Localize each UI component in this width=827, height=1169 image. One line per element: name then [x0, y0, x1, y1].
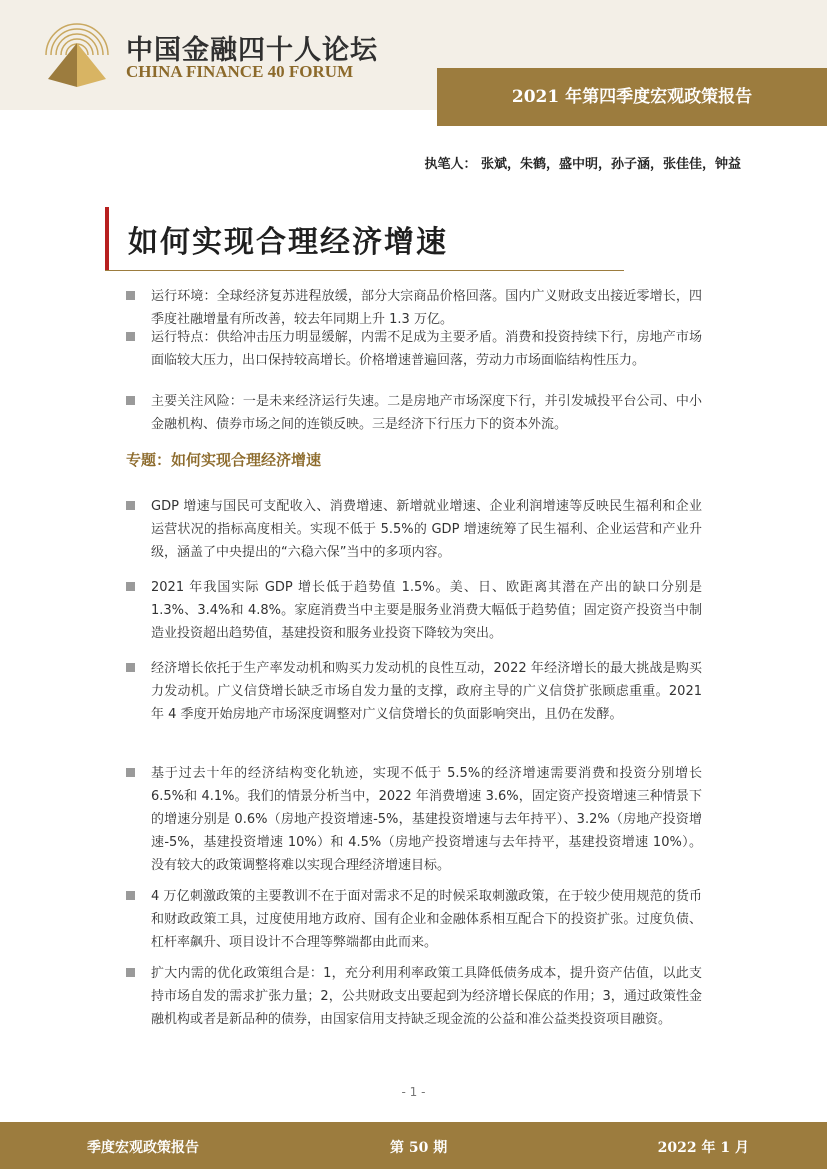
special-point — [126, 495, 702, 564]
summary-item — [126, 326, 702, 372]
summary-item — [126, 285, 702, 331]
bullet-square-icon — [126, 501, 135, 510]
bullet-square-icon — [126, 663, 135, 672]
footer-report-name: 季度宏观政策报告 — [87, 1140, 199, 1156]
footer-issue: 第 50 期 — [390, 1140, 448, 1156]
page-number: - 1 - — [401, 1085, 426, 1099]
special-point-text: 4 万亿刺激政策的主要教训不在于面对需求不足的时候采取刺激政策，在于较少使用规范的货币和财政政策工具，过度使用地方政府、国有企业和金融体系相互配合下的投资扩张。过度负债、杠杆率飙升、项目设计不合理等弊端都由此而来。 — [151, 889, 702, 950]
bullet-square-icon — [126, 891, 135, 900]
special-point — [126, 885, 702, 954]
bullet-square-icon — [126, 582, 135, 591]
summary-item — [126, 390, 702, 436]
bullet-square-icon — [126, 396, 135, 405]
special-point — [126, 962, 702, 1031]
special-point-text: 2021 年我国实际 GDP 增长低于趋势值 1.5%。美、日、欧距离其潜在产出的缺口分别是 1.3%、3.4%和 4.8%。家庭消费当中主要是服务业消费大幅低于趋势值；固定资产投资当中制造业投资超出趋势值，基建投资和服务业投资下降较为突出。 — [151, 580, 702, 641]
summary-text: 运行环境：全球经济复苏进程放缓，部分大宗商品价格回落。国内广义财政支出接近零增长，四季度社融增量有所改善，较去年同期上升 1.3 万亿。 — [151, 289, 702, 327]
title-accent-bar — [105, 207, 109, 270]
bullet-square-icon — [126, 968, 135, 977]
summary-text: 主要关注风险：一是未来经济运行失速。二是房地产市场深度下行，并引发城投平台公司、中小金融机构、债券市场之间的连锁反映。三是经济下行压力下的资本外流。 — [151, 394, 702, 432]
special-point — [126, 762, 702, 877]
forum-logo-icon — [44, 17, 110, 87]
footer-date: 2022 年 1 月 — [657, 1140, 749, 1156]
main-title: 如何实现合理经济增速 — [128, 225, 448, 260]
org-name-en: CHINA FINANCE 40 FORUM — [126, 62, 354, 81]
bullet-square-icon — [126, 768, 135, 777]
report-title: 2021 年第四季度宏观政策报告 — [511, 87, 753, 107]
special-point-text: 扩大内需的优化政策组合是：1，充分利用利率政策工具降低债务成本，提升资产估值，以此支持市场自发的需求扩张力量；2，公共财政支出要起到为经济增长保底的作用；3，通过政策性金融机构或者是新品种的债券，由国家信用支持缺乏现金流的公益和准公益类投资项目融资。 — [151, 966, 702, 1027]
special-point-text: GDP 增速与国民可支配收入、消费增速、新增就业增速、企业利润增速等反映民生福利和企业运营状况的指标高度相关。实现不低于 5.5%的 GDP 增速统筹了民生福利、企业运营和产业升级，涵盖了中央提出的“六稳六保”当中的多项内容。 — [151, 499, 702, 560]
special-point-text: 经济增长依托于生产率发动机和购买力发动机的良性互动，2022 年经济增长的最大挑战是购买力发动机。广义信贷增长缺乏市场自发力量的支撑，政府主导的广义信贷扩张顾虑重重。2021 年 4 季度开始房地产市场深度调整对广义信贷增长的负面影响突出，且仍在发酵。 — [151, 661, 702, 722]
org-name-cn: 中国金融四十人论坛 — [126, 35, 378, 66]
bullet-square-icon — [126, 332, 135, 341]
special-point-text: 基于过去十年的经济结构变化轨迹，实现不低于 5.5%的经济增速需要消费和投资分别增长 6.5%和 4.1%。我们的情景分析当中，2022 年消费增速 3.6%，固定资产投资增速三种情景下的增速分别是 0.6%（房地产投资增速-5%，基建投资增速与去年持平）、3.2%（房地产投资增速-5%，基建投资增速 10%）和 4.5%（房地产投资增速与去年持平，基建投资增速 10%）。没有较大的政策调整将难以实现合理经济增速目标。 — [151, 766, 702, 873]
special-topic-heading: 专题：如何实现合理经济增速 — [126, 451, 322, 469]
authors-line: 执笔人： 张斌，朱鹤，盛中明，孙子涵，张佳佳，钟益 — [424, 157, 741, 172]
special-point — [126, 657, 702, 726]
title-divider — [105, 270, 624, 271]
summary-text: 运行特点：供给冲击压力明显缓解，内需不足成为主要矛盾。消费和投资持续下行，房地产市场面临较大压力，出口保持较高增长。价格增速普遍回落，劳动力市场面临结构性压力。 — [151, 330, 702, 368]
special-point — [126, 576, 702, 645]
bullet-square-icon — [126, 291, 135, 300]
